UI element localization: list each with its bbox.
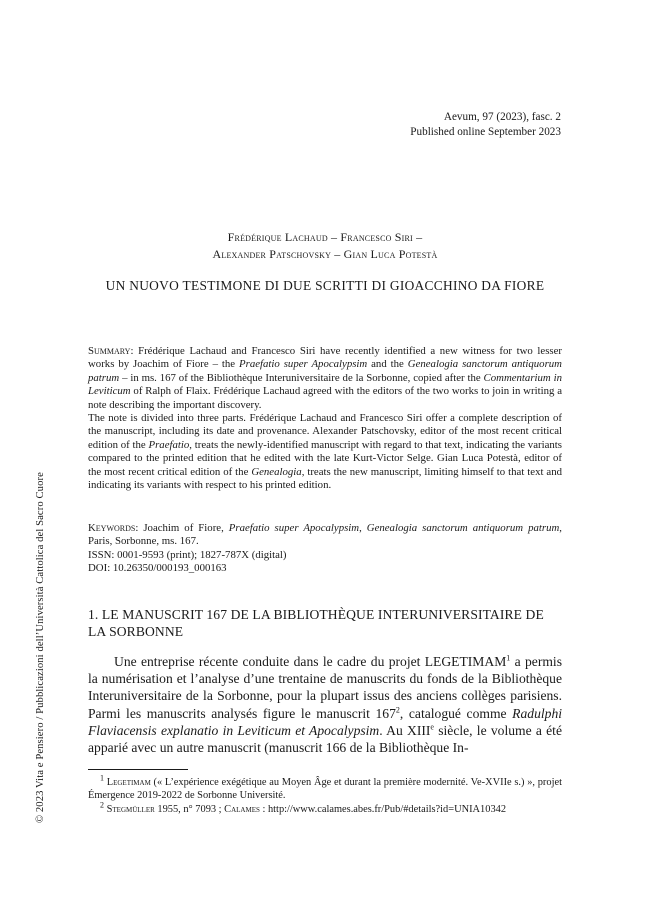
footnote-1: $^1$ Legetimam (« L’expérience exégétique au Moyen Âge et durant la première modernité. Ve-XVIIe s.) », projet Émergence 2019-2022 de Sorbonne Université. (88, 773, 562, 802)
calames-link[interactable]: : http://www.calames.abes.fr/Pub/#details?id=UNIA10342 (259, 803, 507, 815)
doi: DOI: 10.26350/000193_000163 (88, 562, 227, 575)
summary-label: Summary: (88, 345, 134, 357)
issn: ISSN: 0001-9593 (print); 1827-787X (digital) (88, 548, 287, 561)
keywords-block (88, 522, 562, 576)
article-title: UN NUOVO TESTIMONE DI DUE SCRITTI DI GIOACCHINO DA FIORE (105, 278, 545, 293)
body-paragraph: Une entreprise récente conduite dans le cadre du projet LEGETIMAM$^1$ a permis la numérisation et l’analyse d’une trentaine de manuscrits du fonds de la Bibliothèque Interuniversitaire de la Sorbonne, pour la plupart issus des anciens collèges parisiens. Parmi les manuscrits analysés figure le manuscrit $167^2$, catalogué comme Radulphi Flaviacensis explanatio in Leviticum et Apocalypsim. Au XIIIe siècle, le volume a été apparié avec un autre manuscrit (manuscrit 166 de la Bibliothèque In- (88, 653, 563, 756)
footnote-ref-2[interactable]: 2 (395, 705, 400, 715)
footnote-ref-1[interactable]: 1 (506, 653, 511, 663)
summary-paragraph-1: Summary: Frédérique Lachaud and Francesco Siri have recently identified a new witness for two lesser works by Joachim of Fiore – the Praefatio super Apocalypsim and the Genealogia sanctorum antiquorum patrum – in ms. 167 of the Bibliothèque Interuniversitaire de la Sorbonne, copied after the Commentarium in Leviticum of Ralph of Flaix. Frédérique Lachaud agreed with the editors of the two works to join in writing a note describing the important discovery. (88, 345, 562, 411)
authors-line-2: Alexander Patschovsky – Gian Luca Potestà (212, 247, 438, 261)
keywords: Keywords: Joachim of Fiore, Praefatio super Apocalypsim, Genealogia sanctorum antiquorum patrum, Paris, Sorbonne, ms. 167. (88, 522, 562, 548)
footnote-divider (88, 769, 188, 770)
summary (88, 345, 562, 492)
journal-header (410, 110, 561, 140)
body-text (88, 653, 562, 756)
keywords-label: Keywords: (88, 522, 139, 534)
summary-paragraph-2: The note is divided into three parts. Frédérique Lachaud and Francesco Siri offer a complete description of the manuscript, including its date and provenance. Alexander Patschovsky, editor of the most recent critical edition of the Praefatio, treats the newly-identified manuscript with regard to that text, indicating the variants compared to the printed edition that he edited with the late Kurt-Victor Selge. Gian Luca Potestà, editor of the most recent critical edition of the Genealogia, treats the new manuscript, limiting himself to that text and indicating its variants with respect to his printed edition. (88, 412, 562, 492)
authors-line-1: Frédérique Lachaud – Francesco Siri – (227, 230, 423, 244)
section-heading: 1. LE MANUSCRIT 167 DE LA BIBLIOTHÈQUE INTERUNIVERSITAIRE DE LA SORBONNE (88, 607, 544, 639)
copyright-sidebar: © 2023 Vita e Pensiero / Pubblicazioni dell’Università Cattolica del Sacro Cuore (35, 472, 46, 823)
journal-citation: Aevum, 97 (2023), fasc. 2 (443, 111, 561, 123)
publication-date: Published online September 2023 (410, 126, 561, 138)
footnote-2: $^2$ Stegmüller 1955, n° 7093 ; Calames : http://www.calames.abes.fr/Pub/#details?id=UNIA10342 (100, 800, 507, 815)
footnotes (88, 773, 562, 816)
author-list (0, 229, 650, 263)
